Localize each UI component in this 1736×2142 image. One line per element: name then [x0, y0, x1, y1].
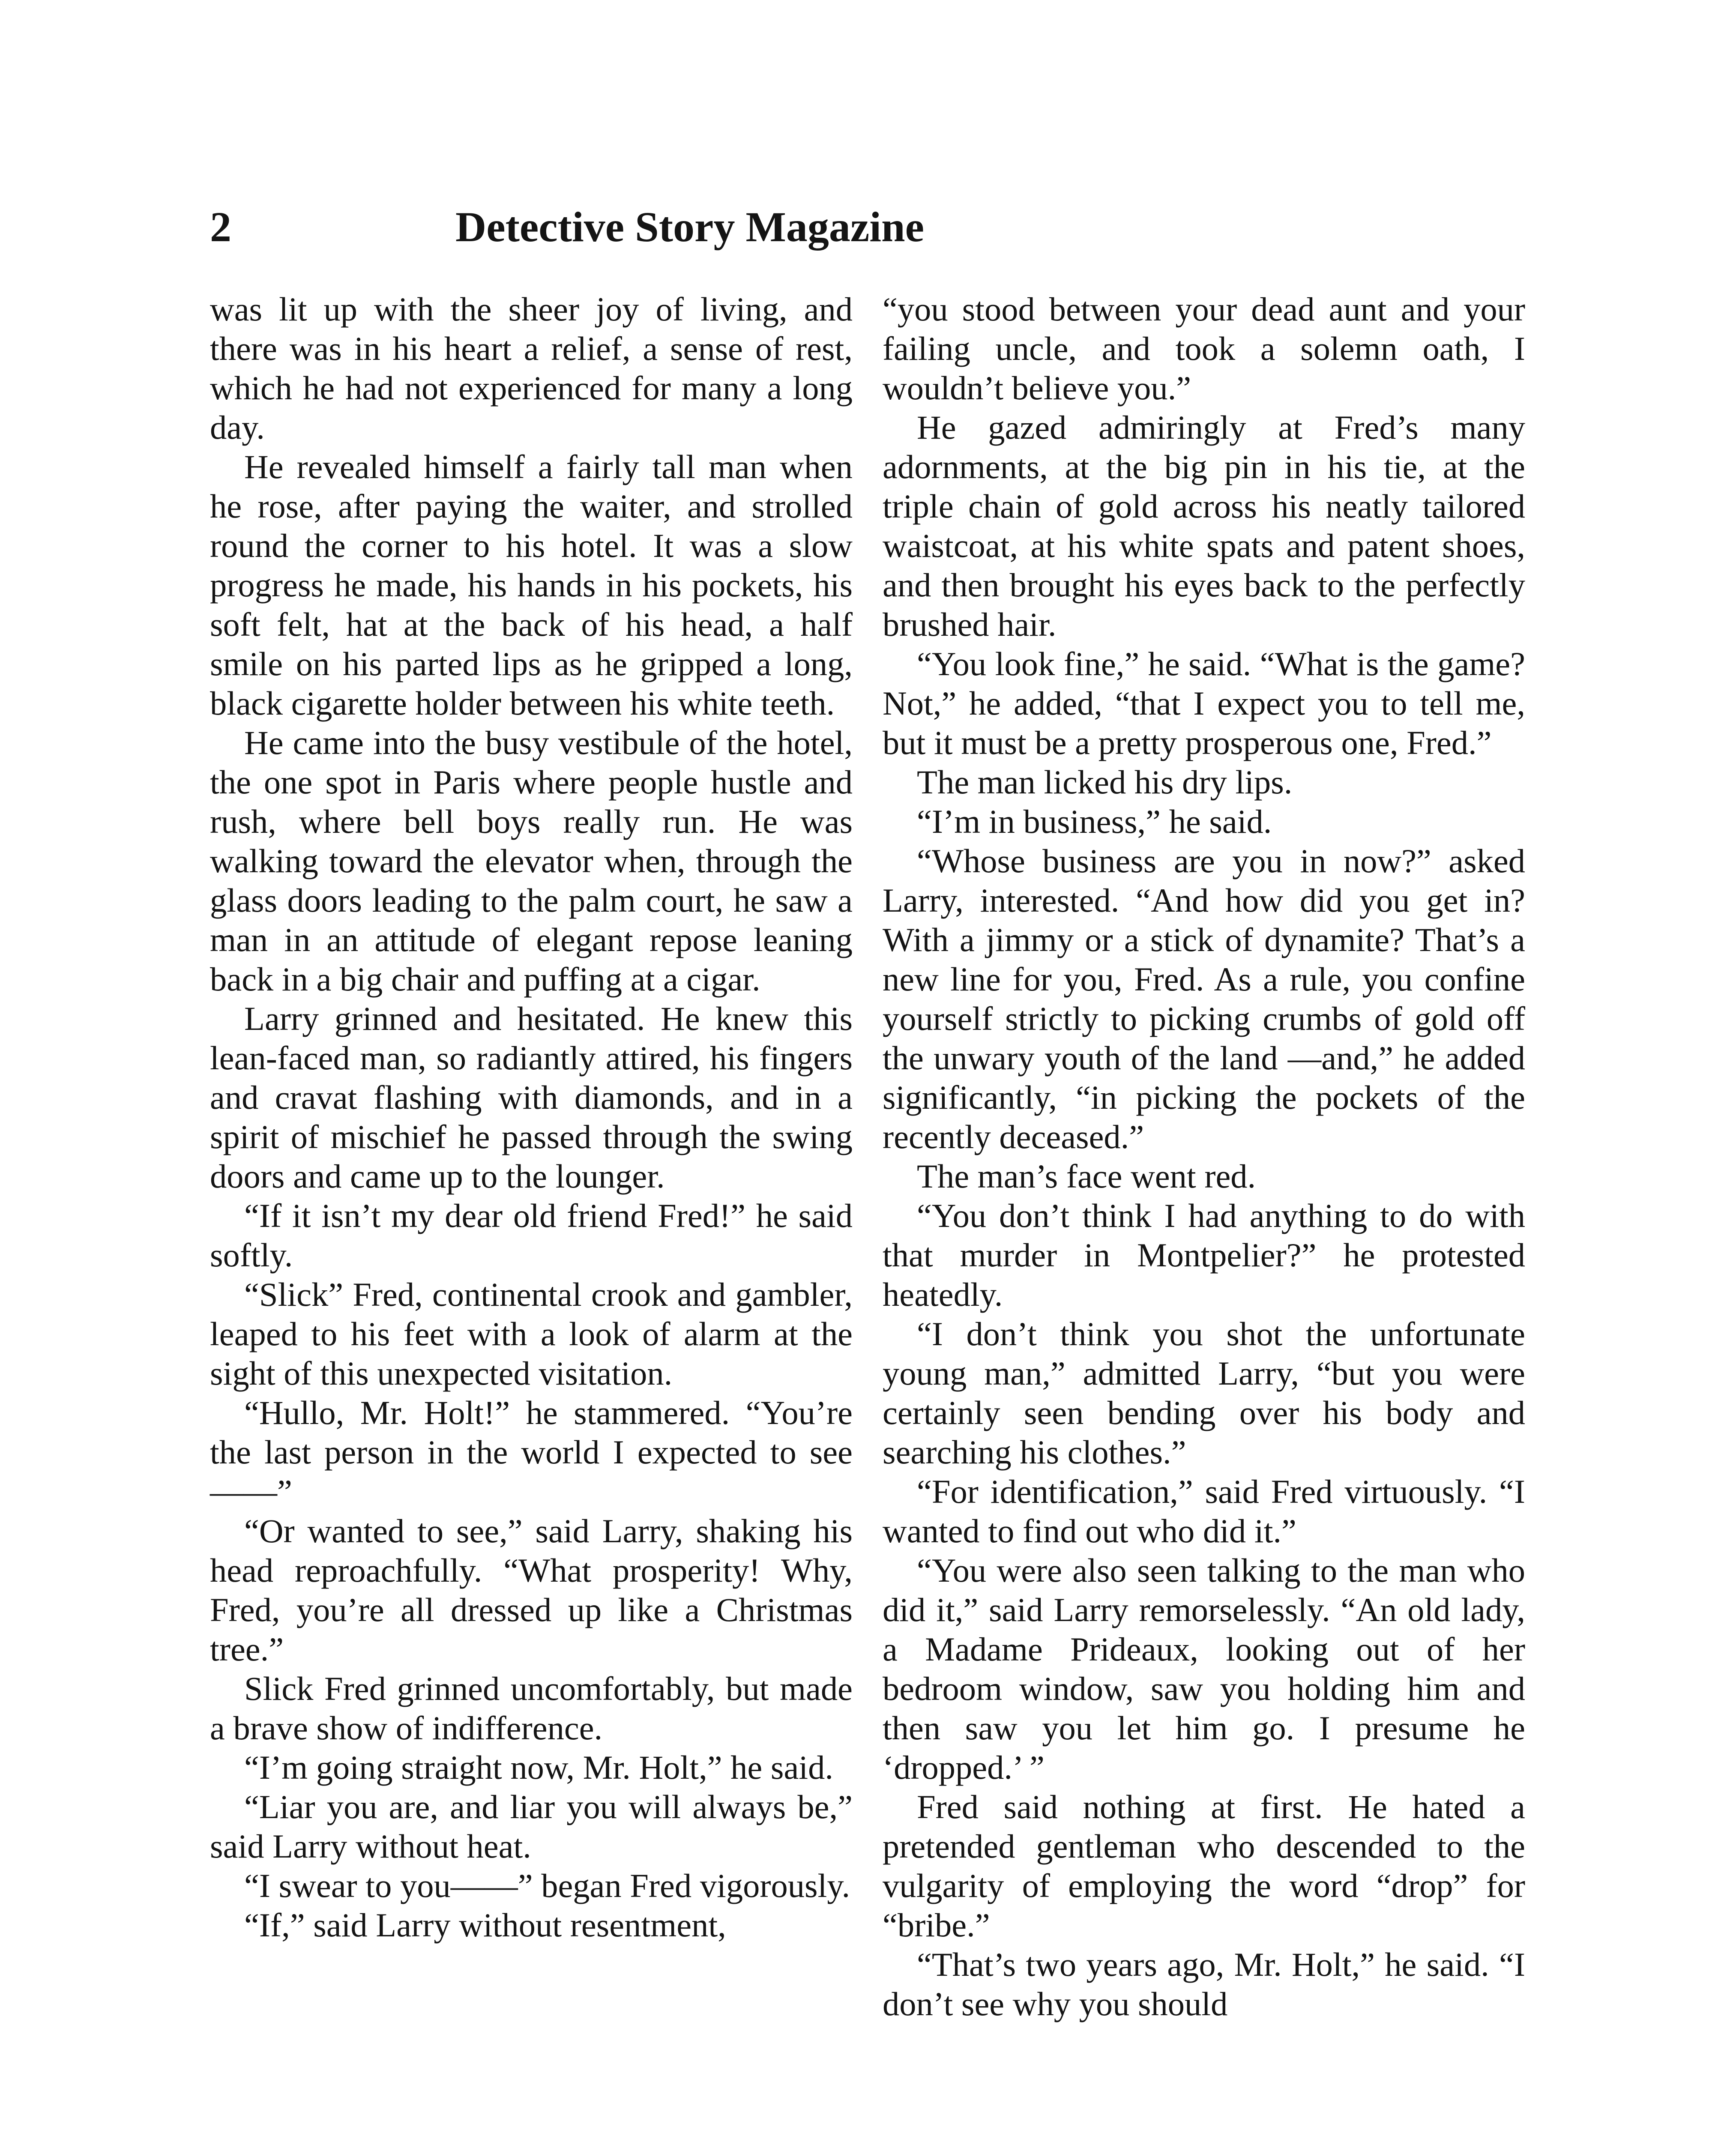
left-column: [210, 290, 853, 1945]
paragraph: “Liar you are, and liar you will always be,” said Larry without heat.: [210, 1788, 853, 1865]
right-column: [883, 290, 1525, 2024]
paragraph: “I’m going straight now, Mr. Holt,” he said.: [244, 1749, 833, 1786]
paragraph: Slick Fred grinned uncomfortably, but made a brave show of indifference.: [210, 1670, 853, 1747]
paragraph: “Slick” Fred, continental crook and gambler, leaped to his feet with a look of alarm at the sight of this unexpected visitation.: [210, 1276, 853, 1392]
page-number: 2: [210, 203, 231, 251]
paragraph: The man licked his dry lips.: [917, 763, 1293, 801]
paragraph: “Or wanted to see,” said Larry, shaking his head reproachfully. “What prosperity! Why, Fred, you’re all dressed up like a Christmas tree.”: [210, 1512, 853, 1668]
paragraph: “Hullo, Mr. Holt!” he stammered. “You’re the last person in the world I expected to see——”: [210, 1394, 853, 1510]
paragraph: “You don’t think I had anything to do with that murder in Montpelier?” he protested heatedly.: [883, 1197, 1525, 1313]
running-head: [210, 193, 1144, 270]
paragraph: “Whose business are you in now?” asked Larry, interested. “And how did you get in? With a jimmy or a stick of dynamite? That’s a new line for you, Fred. As a rule, you confine yourself strictly to picking crumbs of gold off the unwary youth of the land —and,” he added significantly, “in picking the pockets of the recently deceased.”: [883, 842, 1525, 1155]
paragraph: was lit up with the sheer joy of living, and there was in his heart a relief, a sense of rest, which he had not experienced for many a long day.: [210, 290, 853, 446]
paragraph: “I’m in business,” he said.: [917, 803, 1272, 840]
paragraph: Fred said nothing at first. He hated a pretended gentleman who descended to the vulgarity of employing the word “drop” for “bribe.”: [883, 1788, 1525, 1944]
paragraph: “I swear to you——” began Fred vigorously.: [244, 1867, 850, 1904]
paragraph: “You look fine,” he said. “What is the game? Not,” he added, “that I expect you to tell me, but it must be a pretty prosperous one, Fred.”: [883, 645, 1525, 761]
paragraph: He came into the busy vestibule of the hotel, the one spot in Paris where people hustle and rush, where bell boys really run. He was walking toward the elevator when, through the glass doors leading to the palm court, he saw a man in an attitude of elegant repose leaning back in a big chair and puffing at a cigar.: [210, 724, 853, 998]
paragraph: “I don’t think you shot the unfortunate young man,” admitted Larry, “but you were certainly seen bending over his body and searching his clothes.”: [883, 1315, 1525, 1471]
paragraph: “you stood between your dead aunt and your failing uncle, and took a solemn oath, I wouldn’t believe you.”: [883, 290, 1525, 407]
paragraph: He revealed himself a fairly tall man when he rose, after paying the waiter, and strolled round the corner to his hotel. It was a slow progress he made, his hands in his pockets, his soft felt, hat at the back of his head, a half smile on his parted lips as he gripped a long, black cigarette holder between his white teeth.: [210, 448, 853, 722]
paragraph: The man’s face went red.: [917, 1158, 1256, 1195]
paragraph: “That’s two years ago, Mr. Holt,” he said. “I don’t see why you should: [883, 1946, 1525, 2022]
magazine-title: Detective Story Magazine: [455, 203, 924, 251]
paragraph: He gazed admiringly at Fred’s many adornments, at the big pin in his tie, at the triple chain of gold across his neatly tailored waistcoat, at his white spats and patent shoes, and then brought his eyes back to the perfectly brushed hair.: [883, 409, 1525, 643]
paragraph: “For identification,” said Fred virtuously. “I wanted to find out who did it.”: [883, 1473, 1525, 1550]
paragraph: “You were also seen talking to the man who did it,” said Larry remorselessly. “An old lady, a Madame Prideaux, looking out of her bedroom window, saw you holding him and then saw you let him go. I presume he ‘dropped.’ ”: [883, 1552, 1525, 1786]
paragraph: “If it isn’t my dear old friend Fred!” he said softly.: [210, 1197, 853, 1274]
paragraph: Larry grinned and hesitated. He knew this lean-faced man, so radiantly attired, his fingers and cravat flashing with diamonds, and in a spirit of mischief he passed through the swing doors and came up to the lounger.: [210, 1000, 853, 1195]
paragraph: “If,” said Larry without resentment,: [244, 1906, 726, 1944]
